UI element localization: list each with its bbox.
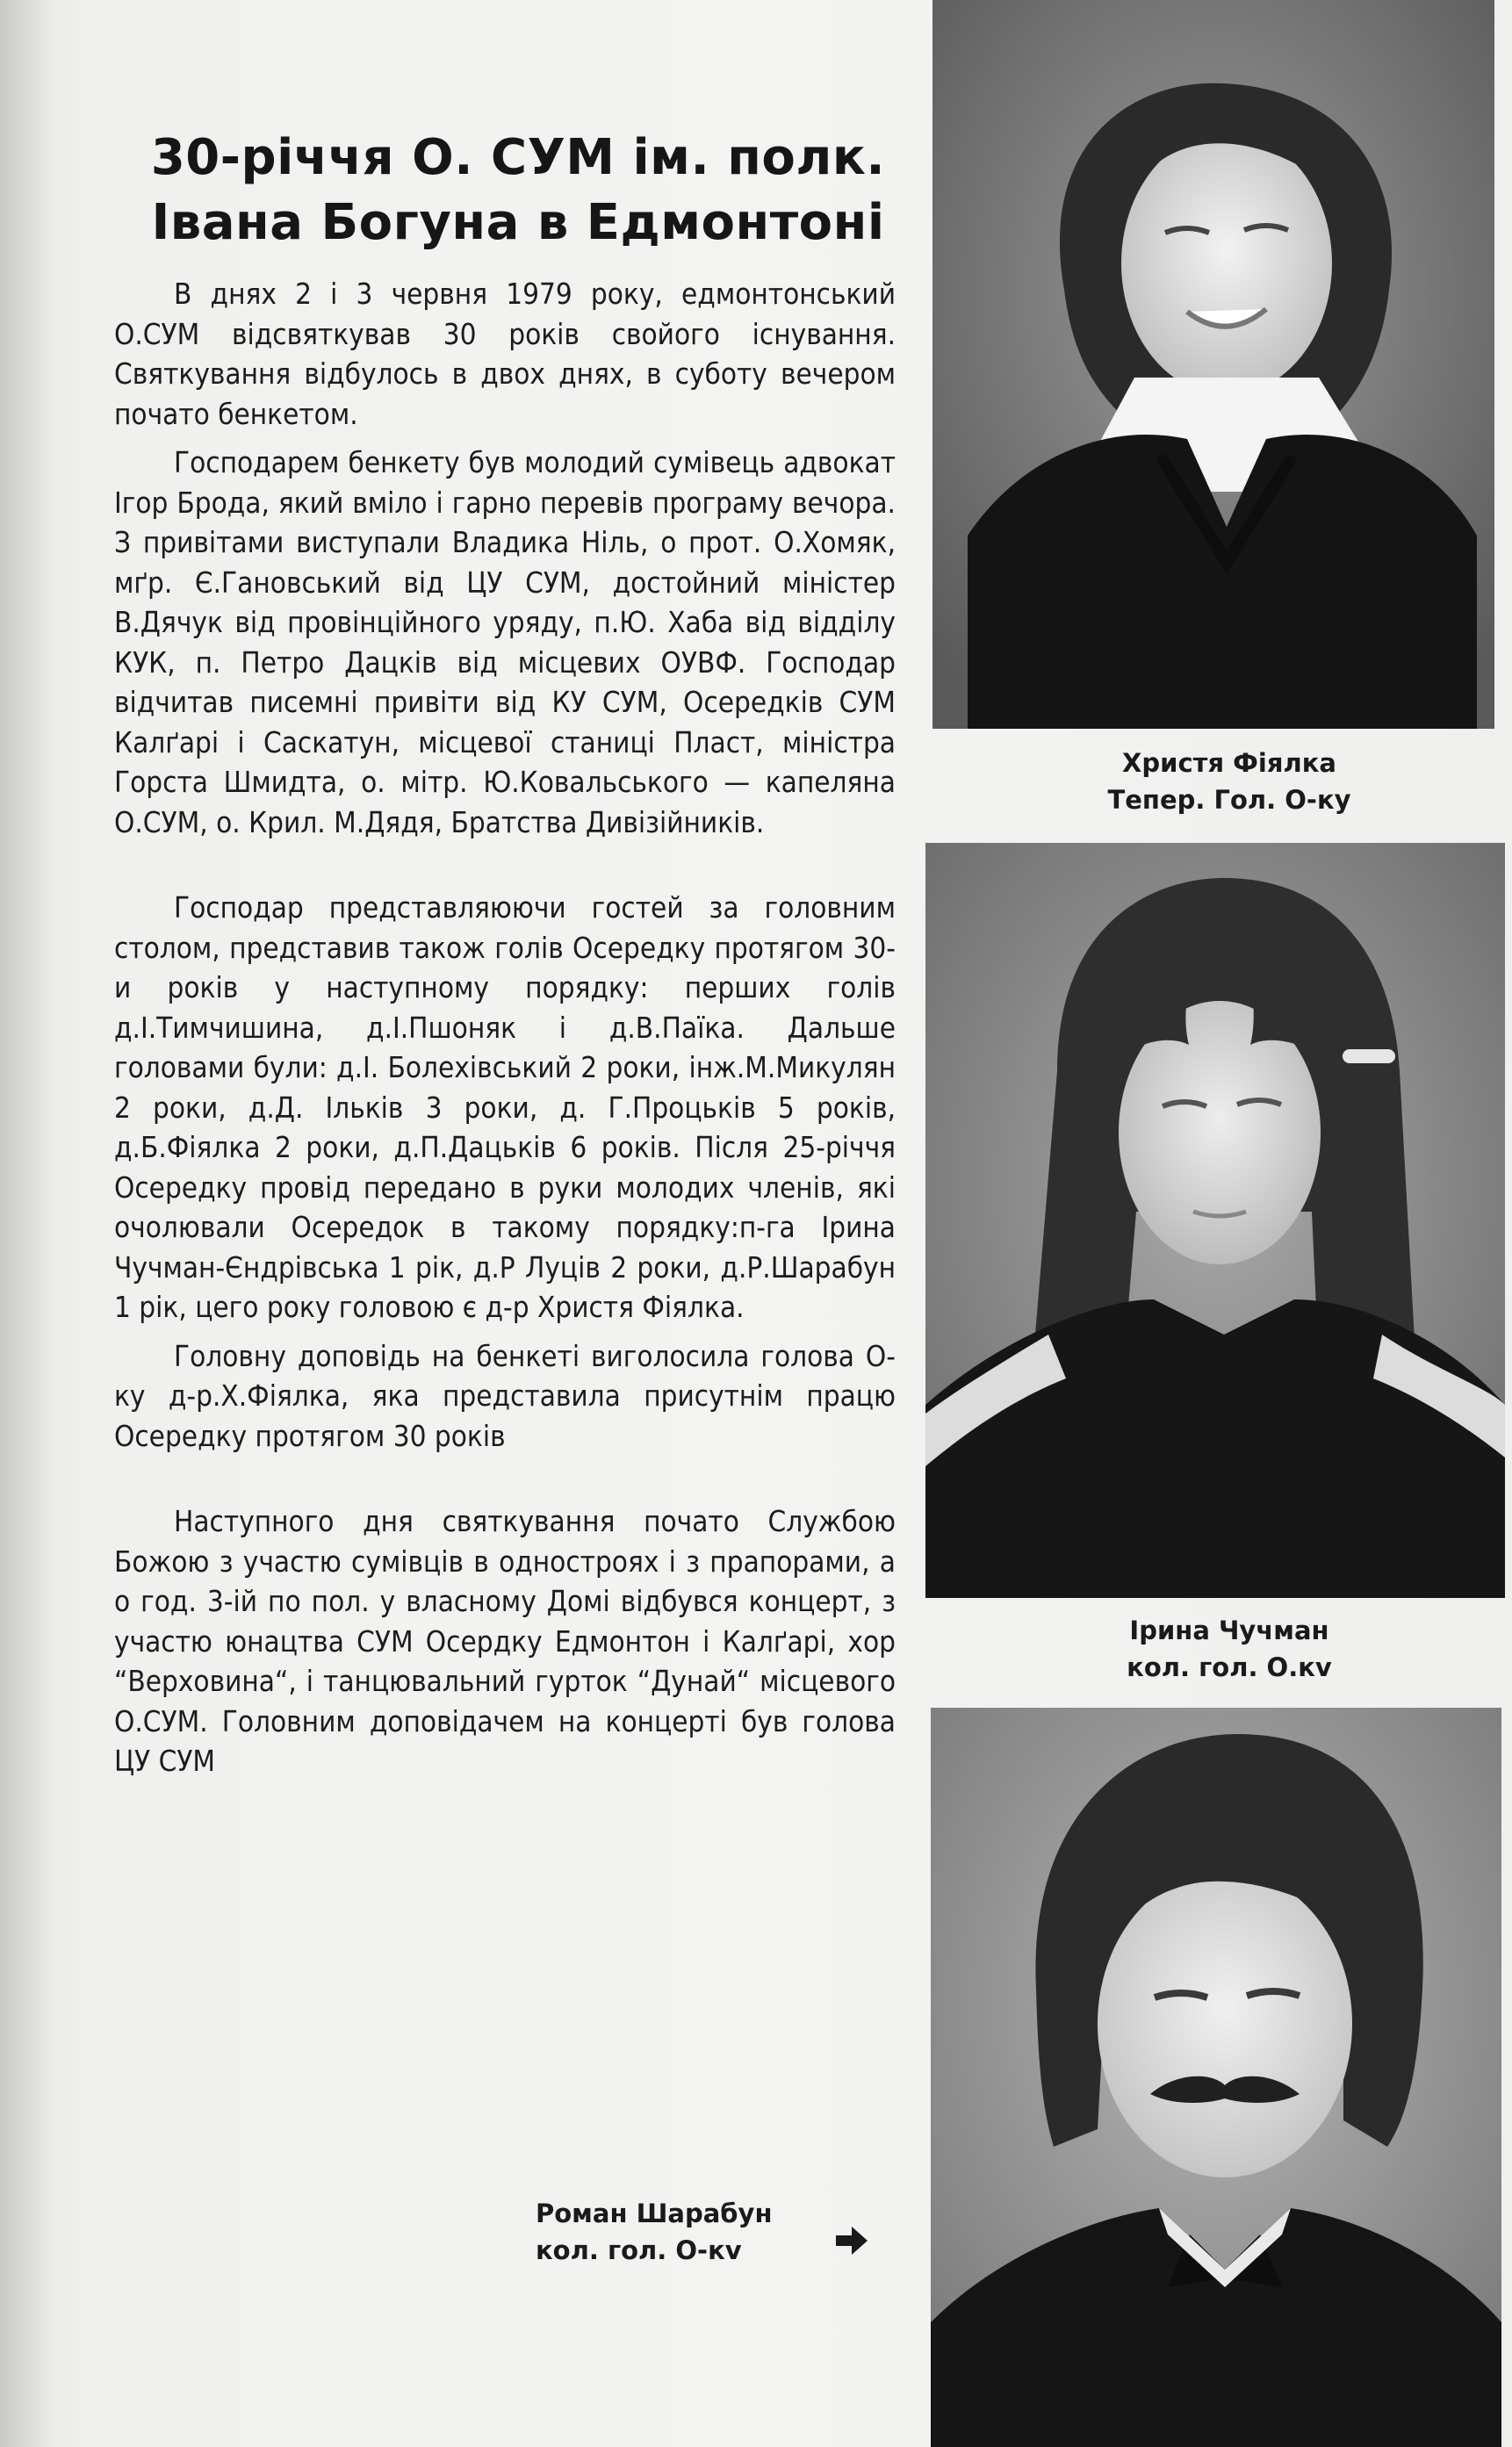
paragraph-concert: Наступного дня святкування почато Службою Божою з участю сумівців в одностроях і з прапорами, а о год. 3-ій по пол. у власному Домі відбувся концерт, з участю юнацтва СУМ Осердку Едмонтон і Калґарі, хор “Верховина“, і танцювальний гурток “Дунай“ місцевого О.СУМ. Головним доповідачем на концерті був голова ЦУ СУМ: [114, 1504, 896, 1778]
title-line-2: Івана Богуна в Едмонтоні: [151, 193, 885, 251]
paragraph-banquet: Господарем бенкету був молодий сумівець адвокат Ігор Брода, який вміло і гарно перевів програму вечора. З привітами виступали Владика Ніль, о прот. О.Хомяк, мґр. Є.Гановський від ЦУ СУМ, достойний міністер В.Дячук від провінційного уряду, п.Ю. Хаба від відділу КУК, п. Петро Дацків від місцевих ОУВФ. Господар відчитав писемні привіти від КУ СУМ, Осередків СУМ Калґарі і Саскатун, місцевої станиці Пласт, міністра Горста Шмидта, о. мітр. Ю.Ковальського — капеляна О.СУМ, о. Крил. М.Дядя, Братства Дивізійників.: [114, 445, 896, 839]
caption-1-role: Тепер. Гол. О-ку: [1107, 785, 1351, 815]
caption-photo-1: [1001, 745, 1458, 818]
article-body: [114, 274, 896, 1781]
portrait-photo-3: [931, 1708, 1501, 2447]
caption-3-name: Роман Шарабун: [536, 2199, 773, 2228]
paragraph-speech: Головну доповідь на бенкеті виголосила голова О-ку д-р.Х.Фіялка, яка представила присутнім працю Осередку протягом 30 років: [114, 1338, 896, 1453]
portrait-1-image: [932, 0, 1494, 729]
arrow-right-icon: [832, 2221, 871, 2260]
portrait-2-image: [925, 843, 1505, 1598]
caption-1-name: Христя Фіялка: [1122, 748, 1336, 778]
caption-3-role: кол. гол. О-кv: [536, 2235, 742, 2265]
title-line-1: 30-річчя О. СУМ ім. полк.: [150, 128, 886, 186]
paragraph-intro: В днях 2 і 3 червня 1979 року, едмонтонський О.СУМ відсвяткував 30 років свойого існування. Святкування відбулось в двох днях, в суботу вечером почато бенкетом.: [114, 277, 896, 431]
caption-2-role: кол. гол. О.кv: [1127, 1652, 1332, 1682]
paragraph-heads: Господар представляюючи гостей за головним столом, представив також голів Осередку протягом 30-и років у наступному порядку: перших голів д.І.Тимчишина, д.І.Пшоняк і д.В.Паїка. Дальше головами були: д.І. Болехівський 2 роки, інж.М.Микулян 2 роки, д.Д. Ільків 3 роки, д. Г.Процьків 5 років, д.Б.Фіялка 2 роки, д.П.Дацьків 6 років. Після 25-річчя Осередку провід передано в руки молодих членів, які очолювали Осередок в такому порядку:п-га Ірина Чучман-Єндрівська 1 рік, д.Р Луців 2 роки, д.Р.Шарабун 1 рік, цего року головою є д-р Христя Фіялка.: [114, 890, 896, 1324]
portrait-photo-2: [925, 843, 1505, 1598]
caption-photo-3: [536, 2195, 852, 2269]
caption-photo-2: [1001, 1612, 1458, 1686]
article-title: [132, 126, 904, 255]
binding-shadow: [0, 0, 53, 2447]
portrait-3-image: [931, 1708, 1501, 2447]
caption-2-name: Ірина Чучман: [1129, 1616, 1329, 1645]
portrait-photo-1: [932, 0, 1494, 729]
